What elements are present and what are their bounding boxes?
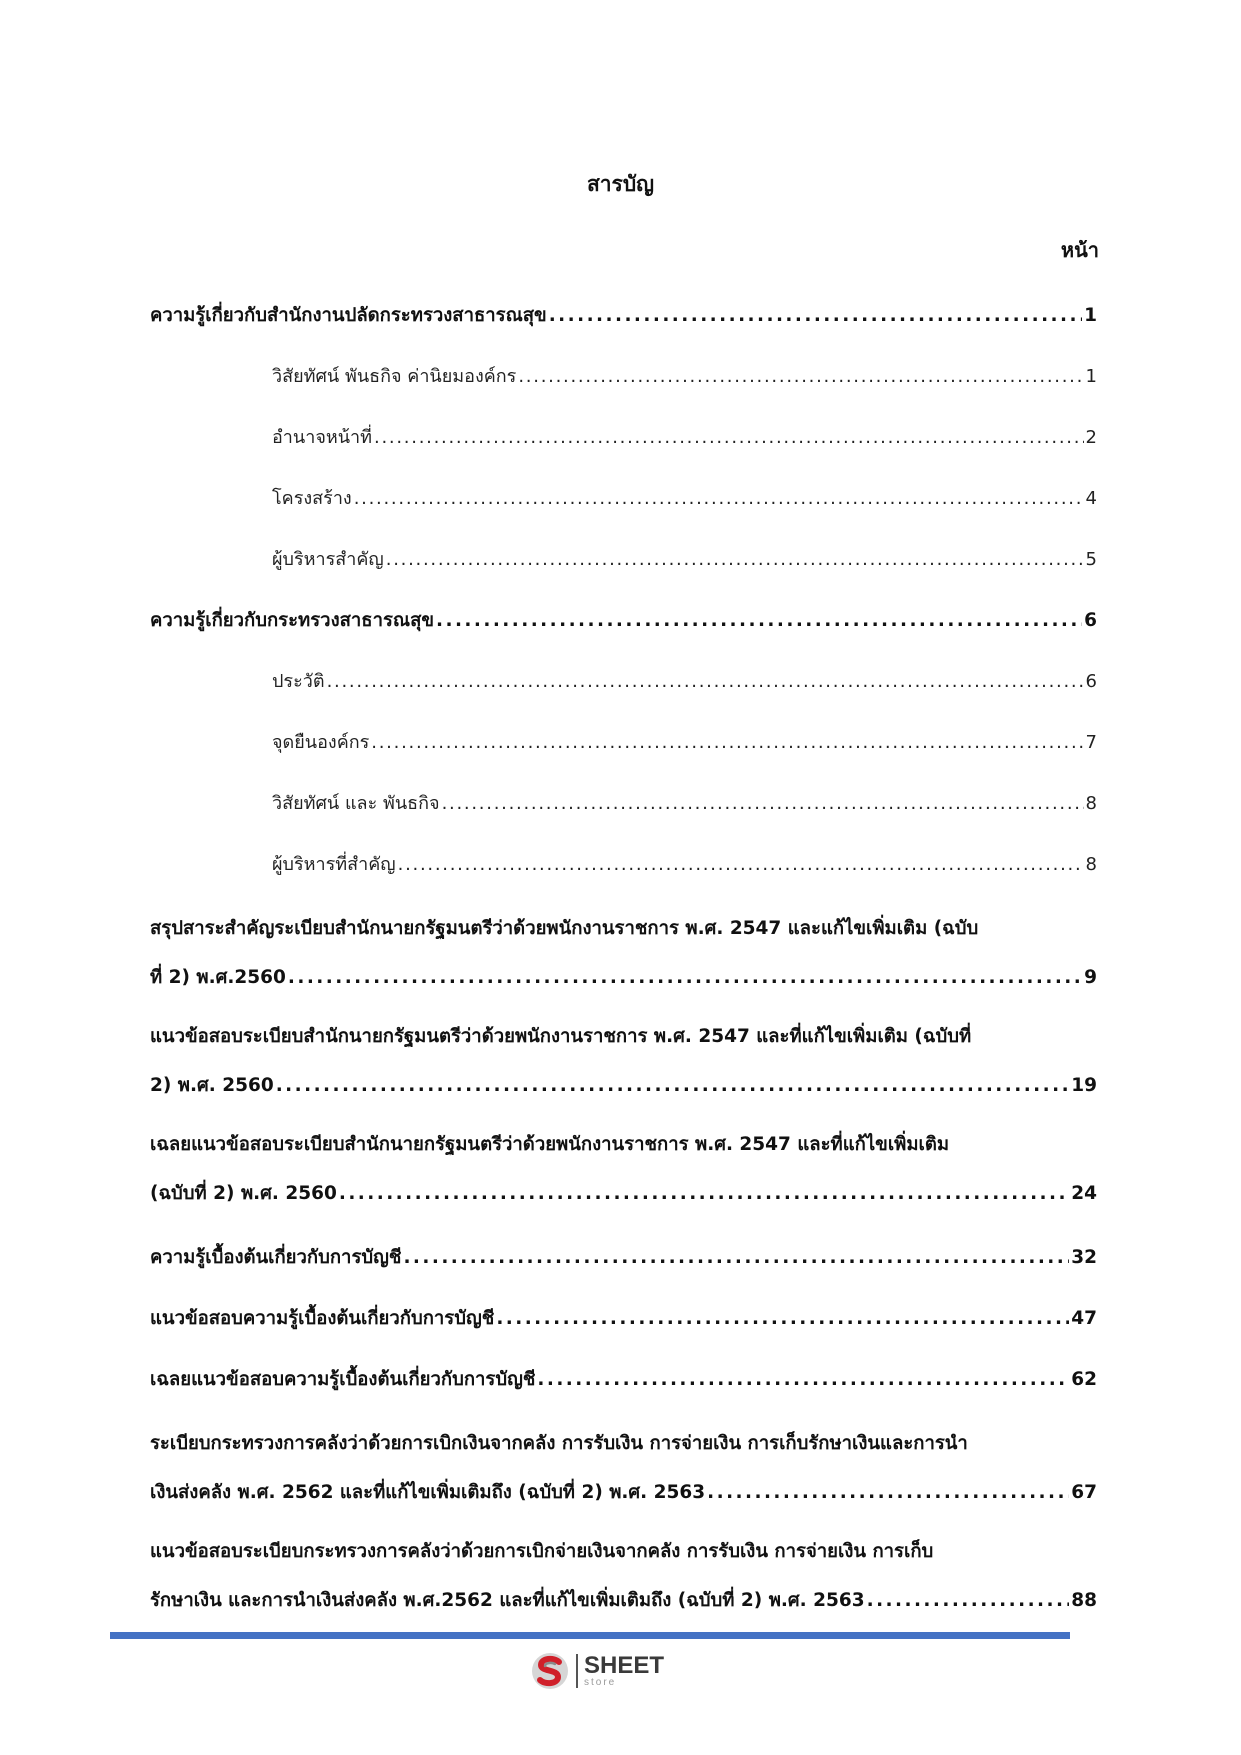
table-of-contents <box>150 285 1097 1634</box>
toc-entry-text: เฉลยแนวข้อสอบระเบียบสำนักนายกรัฐมนตรีว่าด้วยพนักงานราชการ พ.ศ. 2547 และที่แก้ไขเพิ่มเติม <box>150 1134 950 1155</box>
toc-entry[interactable] <box>150 285 1097 346</box>
toc-entry-text: ความรู้เกี่ยวกับสำนักงานปลัดกระทรวงสาธารณสุข <box>150 305 547 326</box>
toc-entry[interactable] <box>150 468 1097 529</box>
toc-page-number: 19 <box>1071 1075 1097 1096</box>
dot-leader <box>339 1171 1069 1216</box>
toc-page-number: 88 <box>1071 1590 1097 1611</box>
toc-entry-text: ความรู้เบื้องต้นเกี่ยวกับการบัญชี <box>150 1247 402 1268</box>
toc-entry[interactable] <box>150 712 1097 773</box>
toc-entry[interactable] <box>150 834 1097 895</box>
dot-leader <box>496 1288 1069 1349</box>
toc-entry[interactable] <box>150 651 1097 712</box>
toc-entry-text: อำนาจหน้าที่ <box>272 427 373 448</box>
toc-entry[interactable] <box>150 1288 1097 1349</box>
sheet-store-logo <box>530 1648 664 1694</box>
dot-leader <box>354 468 1084 529</box>
toc-entry-text: ประวัติ <box>272 671 325 692</box>
toc-page-number: 8 <box>1085 793 1097 814</box>
toc-entry-text: แนวข้อสอบความรู้เบื้องต้นเกี่ยวกับการบัญชี <box>150 1308 495 1329</box>
toc-entry-text: ผู้บริหารที่สำคัญ <box>272 854 396 875</box>
toc-title: สารบัญ <box>586 172 655 196</box>
toc-entry-text: จุดยืนองค์กร <box>272 732 370 753</box>
toc-entry[interactable] <box>150 1418 1097 1515</box>
toc-entry[interactable] <box>150 1011 1097 1108</box>
toc-entry-text: ผู้บริหารสำคัญ <box>272 549 384 570</box>
toc-entry[interactable] <box>150 1526 1097 1623</box>
dot-leader <box>549 285 1082 346</box>
toc-page-number: 6 <box>1085 671 1097 692</box>
dot-leader <box>707 1470 1069 1515</box>
toc-page-number: 4 <box>1085 488 1097 509</box>
dot-leader <box>276 1063 1070 1108</box>
dot-leader <box>537 1349 1069 1410</box>
dot-leader <box>518 346 1083 407</box>
dot-leader <box>288 955 1082 1000</box>
toc-entry-text: ระเบียบกระทรวงการคลังว่าด้วยการเบิกเงินจากคลัง การรับเงิน การจ่ายเงิน การเก็บรักษาเงินและการนำ <box>150 1433 968 1454</box>
toc-entry[interactable] <box>150 590 1097 651</box>
toc-entry[interactable] <box>150 1349 1097 1410</box>
toc-page-number: 7 <box>1085 732 1097 753</box>
toc-entry[interactable] <box>150 1227 1097 1288</box>
dot-leader <box>374 407 1084 468</box>
sheet-s-logo-icon <box>530 1651 570 1691</box>
toc-page-number: 1 <box>1084 305 1097 326</box>
logo-wordmark <box>584 1654 664 1688</box>
dot-leader <box>398 834 1084 895</box>
toc-entry-text: วิสัยทัศน์ และ พันธกิจ <box>272 793 440 814</box>
toc-entry[interactable] <box>150 1119 1097 1216</box>
toc-page-number: 62 <box>1071 1369 1097 1390</box>
toc-entry-text: 2) พ.ศ. 2560 <box>150 1075 274 1096</box>
dot-leader <box>442 773 1084 834</box>
logo-divider <box>576 1654 578 1688</box>
logo-subtext: store <box>584 1677 617 1688</box>
logo-text: SHEET <box>584 1652 665 1679</box>
dot-leader <box>403 1227 1069 1288</box>
toc-entry[interactable] <box>150 773 1097 834</box>
toc-entry-text: เฉลยแนวข้อสอบความรู้เบื้องต้นเกี่ยวกับการบัญชี <box>150 1369 536 1390</box>
toc-page-number: 2 <box>1085 427 1097 448</box>
toc-entry[interactable] <box>150 529 1097 590</box>
toc-page-number: 8 <box>1085 854 1097 875</box>
toc-entry-text: ที่ 2) พ.ศ.2560 <box>150 967 286 988</box>
dot-leader <box>371 712 1083 773</box>
footer-divider <box>110 1632 1070 1639</box>
toc-page-number: 67 <box>1071 1482 1097 1503</box>
dot-leader <box>867 1578 1070 1623</box>
toc-entry-text: โครงสร้าง <box>272 488 352 509</box>
dot-leader <box>327 651 1084 712</box>
toc-page-number: 9 <box>1084 967 1097 988</box>
toc-page-number: 6 <box>1084 610 1097 631</box>
toc-entry-text: แนวข้อสอบระเบียบสำนักนายกรัฐมนตรีว่าด้วยพนักงานราชการ พ.ศ. 2547 และที่แก้ไขเพิ่มเติม (ฉบับที่ <box>150 1026 972 1047</box>
toc-page-number: 5 <box>1085 549 1097 570</box>
toc-page-number: 47 <box>1071 1308 1097 1329</box>
toc-entry-text: แนวข้อสอบระเบียบกระทรวงการคลังว่าด้วยการเบิกจ่ายเงินจากคลัง การรับเงิน การจ่ายเงิน การเก็บ <box>150 1541 934 1562</box>
toc-entry-text: รักษาเงิน และการนำเงินส่งคลัง พ.ศ.2562 และที่แก้ไขเพิ่มเติมถึง (ฉบับที่ 2) พ.ศ. 2563 <box>150 1590 865 1611</box>
dot-leader <box>386 529 1084 590</box>
toc-entry[interactable] <box>150 903 1097 1000</box>
toc-entry[interactable] <box>150 407 1097 468</box>
toc-entry-text: (ฉบับที่ 2) พ.ศ. 2560 <box>150 1183 337 1204</box>
toc-page-number: 1 <box>1085 366 1097 387</box>
toc-entry-text: เงินส่งคลัง พ.ศ. 2562 และที่แก้ไขเพิ่มเติมถึง (ฉบับที่ 2) พ.ศ. 2563 <box>150 1482 706 1503</box>
page-column-header: หน้า <box>1060 238 1099 262</box>
toc-entry-text: ความรู้เกี่ยวกับกระทรวงสาธารณสุข <box>150 610 435 631</box>
toc-page-number: 32 <box>1071 1247 1097 1268</box>
toc-page-number: 24 <box>1071 1183 1097 1204</box>
dot-leader <box>436 590 1082 651</box>
toc-entry-text: สรุปสาระสำคัญระเบียบสำนักนายกรัฐมนตรีว่าด้วยพนักงานราชการ พ.ศ. 2547 และแก้ไขเพิ่มเติม (ฉบับ <box>150 918 979 939</box>
toc-entry-text: วิสัยทัศน์ พันธกิจ ค่านิยมองค์กร <box>272 366 517 387</box>
toc-entry[interactable] <box>150 346 1097 407</box>
